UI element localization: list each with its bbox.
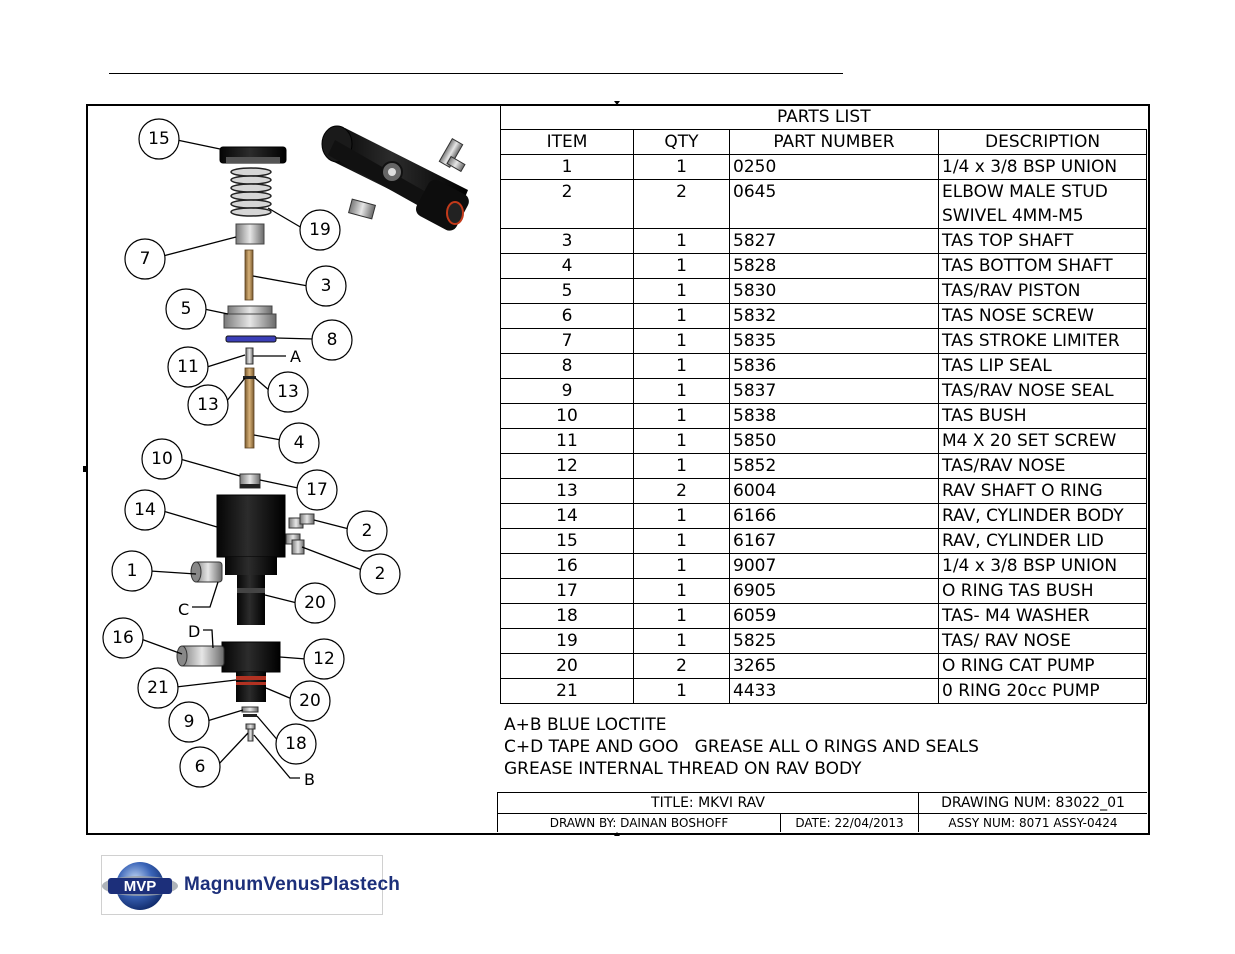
cell-part-number: 6004 — [730, 479, 939, 504]
balloon-16-label: 16 — [112, 628, 134, 648]
cell-description: RAV SHAFT O RING — [939, 479, 1147, 504]
cell-item: 5 — [501, 279, 634, 304]
cell-part-number: 5825 — [730, 629, 939, 654]
cell-item: 18 — [501, 604, 634, 629]
cell-qty: 1 — [634, 254, 730, 279]
balloon-8-label: 8 — [326, 330, 338, 350]
cell-item: 11 — [501, 429, 634, 454]
table-row — [501, 629, 1147, 654]
balloon-14-label: 14 — [134, 500, 156, 520]
cell-description: TAS/RAV NOSE — [939, 454, 1147, 479]
cell-qty: 1 — [634, 629, 730, 654]
cell-item: 17 — [501, 579, 634, 604]
cell-qty: 1 — [634, 155, 730, 180]
balloon-5-label: 5 — [180, 299, 192, 319]
cell-part-number: 5828 — [730, 254, 939, 279]
table-row — [501, 429, 1147, 454]
table-row — [501, 180, 1147, 229]
header-rule — [109, 73, 843, 74]
cell-qty: 1 — [634, 604, 730, 629]
assembled-valve-iso-view — [322, 126, 472, 233]
cell-part-number: 0645 — [730, 180, 939, 229]
cell-part-number: 6166 — [730, 504, 939, 529]
cell-part-number: 5827 — [730, 229, 939, 254]
cell-qty: 2 — [634, 479, 730, 504]
column-header-qty: QTY — [634, 130, 730, 155]
part-10-bush — [240, 474, 260, 488]
cell-item: 16 — [501, 554, 634, 579]
cell-description: TAS STROKE LIMITER — [939, 329, 1147, 354]
cell-part-number: 5836 — [730, 354, 939, 379]
note-line-3: GREASE INTERNAL THREAD ON RAV BODY — [504, 759, 862, 779]
balloon-7-label: 7 — [139, 249, 151, 269]
cell-part-number: 4433 — [730, 679, 939, 704]
part-3-top-shaft — [245, 250, 253, 300]
assembly-notes — [504, 714, 979, 780]
company-logo — [101, 855, 401, 915]
cell-item: 8 — [501, 354, 634, 379]
balloon-18-label: 18 — [285, 734, 307, 754]
cell-part-number: 5838 — [730, 404, 939, 429]
balloon-12-label: 12 — [313, 649, 335, 669]
title-block-date: DATE: 22/04/2013 — [781, 814, 919, 832]
part-9-nose-seal — [242, 707, 258, 712]
cell-qty: 1 — [634, 304, 730, 329]
cell-part-number: 0250 — [730, 155, 939, 180]
part-7-stroke-limiter — [236, 224, 264, 244]
cell-item: 6 — [501, 304, 634, 329]
part-19-spring — [231, 168, 271, 216]
table-row — [501, 529, 1147, 554]
table-row — [501, 554, 1147, 579]
balloon-3-label: 3 — [320, 276, 332, 296]
balloon-11-label: 11 — [177, 357, 199, 377]
cell-part-number: 5852 — [730, 454, 939, 479]
part-16-union — [177, 646, 224, 666]
title-block-title: TITLE: MKVI RAV — [498, 793, 919, 814]
balloon-10-label: 10 — [151, 449, 173, 469]
table-row — [501, 155, 1147, 180]
cell-qty: 1 — [634, 229, 730, 254]
svg-text:MVP: MVP — [123, 878, 157, 895]
cell-item: 3 — [501, 229, 634, 254]
border-center-mark-top — [614, 101, 620, 105]
title-block-drawing-number: DRAWING NUM: 83022_01 — [919, 793, 1147, 814]
cell-part-number: 6905 — [730, 579, 939, 604]
exploded-assembly-view — [88, 106, 498, 831]
callout-letter-b: B — [304, 770, 315, 789]
cell-description — [939, 180, 1147, 229]
cell-item: 21 — [501, 679, 634, 704]
cell-qty: 2 — [634, 180, 730, 229]
cell-part-number: 6059 — [730, 604, 939, 629]
description-line-1: ELBOW MALE STUD — [942, 182, 1108, 202]
table-row — [501, 354, 1147, 379]
cell-part-number: 3265 — [730, 654, 939, 679]
table-row — [501, 654, 1147, 679]
mvp-globe-icon — [102, 856, 182, 914]
cell-qty: 1 — [634, 679, 730, 704]
part-2-elbow-fittings — [286, 514, 314, 554]
border-center-mark-left — [83, 466, 86, 472]
description-line-2: SWIVEL 4MM-M5 — [942, 206, 1084, 226]
balloon-17-label: 17 — [306, 480, 328, 500]
cell-qty: 1 — [634, 404, 730, 429]
cell-description: TAS TOP SHAFT — [939, 229, 1147, 254]
cell-description: O RING CAT PUMP — [939, 654, 1147, 679]
balloon-19-label: 19 — [309, 220, 331, 240]
parts-list-table — [500, 106, 1147, 704]
part-8-lip-seal — [226, 336, 276, 342]
cell-description: 1/4 x 3/8 BSP UNION — [939, 155, 1147, 180]
table-row — [501, 279, 1147, 304]
table-row — [501, 379, 1147, 404]
cell-qty: 1 — [634, 529, 730, 554]
column-header-part-number: PART NUMBER — [730, 130, 939, 155]
cell-part-number: 9007 — [730, 554, 939, 579]
cell-description: TAS NOSE SCREW — [939, 304, 1147, 329]
table-row — [501, 404, 1147, 429]
cell-part-number: 5837 — [730, 379, 939, 404]
balloon-9-label: 9 — [183, 712, 195, 732]
part-15-cylinder-lid — [220, 147, 286, 163]
cell-item: 1 — [501, 155, 634, 180]
border-center-mark-bottom — [614, 832, 620, 836]
table-row — [501, 604, 1147, 629]
balloon-13b-label: 13 — [197, 395, 219, 415]
part-1-union — [191, 562, 222, 582]
cell-part-number: 6167 — [730, 529, 939, 554]
balloon-1-label: 1 — [126, 561, 138, 581]
balloon-20b-label: 20 — [299, 691, 321, 711]
table-row — [501, 329, 1147, 354]
company-name: MagnumVenusPlastech — [184, 874, 401, 895]
part-4-bottom-shaft — [245, 368, 254, 448]
column-header-item: ITEM — [501, 130, 634, 155]
cell-part-number: 5835 — [730, 329, 939, 354]
cell-qty: 1 — [634, 454, 730, 479]
cell-description: 1/4 x 3/8 BSP UNION — [939, 554, 1147, 579]
table-row — [501, 254, 1147, 279]
callout-letter-a: A — [290, 347, 301, 366]
cell-qty: 1 — [634, 504, 730, 529]
balloon-2b-label: 2 — [374, 564, 386, 584]
cell-item: 7 — [501, 329, 634, 354]
balloon-6-label: 6 — [194, 757, 206, 777]
part-14-cylinder-body — [217, 495, 285, 625]
cell-description: TAS/ RAV NOSE — [939, 629, 1147, 654]
cell-qty: 1 — [634, 329, 730, 354]
title-block — [497, 792, 1147, 832]
cell-item: 20 — [501, 654, 634, 679]
cell-qty: 1 — [634, 354, 730, 379]
cell-description: TAS/RAV NOSE SEAL — [939, 379, 1147, 404]
cell-description: TAS BOTTOM SHAFT — [939, 254, 1147, 279]
table-row — [501, 479, 1147, 504]
parts-list-title: PARTS LIST — [501, 106, 1147, 130]
table-row — [501, 679, 1147, 704]
table-row — [501, 579, 1147, 604]
title-block-assy-number: ASSY NUM: 8071 ASSY-0424 — [948, 816, 1118, 830]
balloon-15-label: 15 — [148, 129, 170, 149]
balloon-13a-label: 13 — [277, 382, 299, 402]
cell-item: 14 — [501, 504, 634, 529]
column-header-description: DESCRIPTION — [939, 130, 1147, 155]
cell-part-number: 5830 — [730, 279, 939, 304]
cell-item: 10 — [501, 404, 634, 429]
cell-qty: 1 — [634, 379, 730, 404]
cell-qty: 1 — [634, 579, 730, 604]
table-row — [501, 454, 1147, 479]
cell-description: O RING TAS BUSH — [939, 579, 1147, 604]
cell-description: 0 RING 20cc PUMP — [939, 679, 1147, 704]
note-line-2: C+D TAPE AND GOO GREASE ALL O RINGS AND SEALS — [504, 737, 979, 757]
cell-part-number: 5832 — [730, 304, 939, 329]
balloon-21-label: 21 — [147, 678, 169, 698]
cell-qty: 1 — [634, 429, 730, 454]
balloon-2a-label: 2 — [361, 521, 373, 541]
callout-letter-c: C — [178, 600, 190, 619]
cell-qty: 1 — [634, 554, 730, 579]
balloon-4-label: 4 — [293, 433, 305, 453]
cell-description: TAS LIP SEAL — [939, 354, 1147, 379]
cell-item: 12 — [501, 454, 634, 479]
table-row — [501, 304, 1147, 329]
table-row — [501, 229, 1147, 254]
balloon-20a-label: 20 — [304, 593, 326, 613]
note-line-1: A+B BLUE LOCTITE — [504, 715, 667, 735]
part-6-nose-screw — [246, 724, 255, 741]
cell-part-number: 5850 — [730, 429, 939, 454]
cell-item: 15 — [501, 529, 634, 554]
cell-item: 4 — [501, 254, 634, 279]
part-11-set-screw — [246, 348, 253, 364]
cell-description: TAS- M4 WASHER — [939, 604, 1147, 629]
cell-description: TAS/RAV PISTON — [939, 279, 1147, 304]
table-row — [501, 504, 1147, 529]
cell-item: 13 — [501, 479, 634, 504]
cell-description: RAV, CYLINDER LID — [939, 529, 1147, 554]
cell-qty: 1 — [634, 279, 730, 304]
cell-qty: 2 — [634, 654, 730, 679]
cell-description: RAV, CYLINDER BODY — [939, 504, 1147, 529]
part-18-washer — [243, 714, 257, 717]
cell-description: TAS BUSH — [939, 404, 1147, 429]
title-block-drawn-by: DRAWN BY: DAINAN BOSHOFF — [498, 814, 781, 832]
part-5-piston — [224, 306, 276, 328]
part-12-nose — [222, 642, 280, 702]
cell-description: M4 X 20 SET SCREW — [939, 429, 1147, 454]
cell-item: 9 — [501, 379, 634, 404]
cell-item: 2 — [501, 180, 634, 229]
callout-letter-d: D — [188, 622, 201, 641]
parts-list-body — [501, 155, 1147, 704]
cell-item: 19 — [501, 629, 634, 654]
